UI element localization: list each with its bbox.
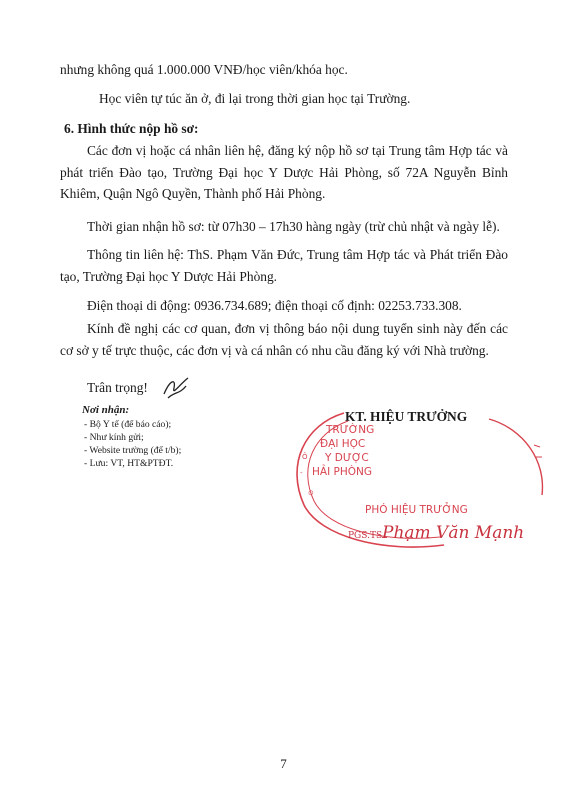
- closing-greeting: Trân trọng!: [87, 380, 148, 395]
- signature-heading: KT. HIỆU TRƯỞNG: [345, 409, 468, 424]
- section-heading: 6. Hình thức nộp hồ sơ:: [64, 121, 199, 136]
- paragraph-contact-location: Các đơn vị hoặc cá nhân liên hệ, đăng ký nộp hồ sơ tại Trung tâm Hợp tác và phát triển Đào tạo, Trường Đại học Y Dược Hải Phòng, số 72A Nguyễn Bỉnh Khiêm, Quận Ngô Quyền, Thành phố Hải Phòng.: [60, 143, 508, 201]
- recipient-item: - Như kính gửi;: [84, 432, 144, 443]
- svg-text:-: -: [300, 469, 303, 477]
- stamp-text-line1: TRƯỜNG: [326, 424, 375, 436]
- recipient-item: - Website trường (để t/b);: [84, 445, 182, 456]
- stamp-text-line3: Y DƯỢC: [325, 452, 369, 464]
- paragraph-receive-time: Thời gian nhận hồ sơ: từ 07h30 – 17h30 hàng ngày (trừ chủ nhật và ngày lễ).: [87, 219, 500, 234]
- signer-name: Phạm Văn Mạnh: [382, 523, 525, 543]
- page-number: 7: [280, 756, 287, 771]
- stamp-text-line2: ĐẠI HỌC: [320, 438, 366, 450]
- signer-name-prefix: PGS.TS: [348, 531, 383, 541]
- paragraph-phone: Điện thoại di động: 0936.734.689; điện thoại cố định: 02253.733.308.: [87, 298, 462, 313]
- recipient-item: - Bộ Y tế (để báo cáo);: [84, 419, 172, 430]
- stamp-text-line4: HẢI PHÒNG: [312, 466, 372, 478]
- initial-signature: [160, 374, 192, 402]
- svg-text:Ô: Ô: [302, 453, 308, 461]
- recipient-item: - Lưu: VT, HT&PTĐT.: [84, 458, 174, 469]
- recipients-title: Nơi nhận:: [82, 404, 130, 416]
- svg-text:⊙: ⊙: [308, 489, 314, 497]
- body-line-fee: nhưng không quá 1.000.000 VNĐ/học viên/khóa học.: [60, 62, 348, 77]
- signer-position: PHÓ HIỆU TRƯỞNG: [365, 504, 468, 516]
- paragraph-request: Kính đề nghị các cơ quan, đơn vị thông báo nội dung tuyển sinh này đến các cơ sở y tế trực thuộc, các đơn vị và cá nhân có nhu cầu đăng ký với Nhà trường.: [60, 321, 508, 358]
- paragraph-contact-person: Thông tin liên hệ: ThS. Phạm Văn Đức, Trung tâm Hợp tác và Phát triển Đào tạo, Trường Đại học Y Dược Hải Phòng.: [60, 247, 508, 284]
- body-line-accommodation: Học viên tự túc ăn ở, đi lại trong thời gian học tại Trường.: [99, 91, 411, 106]
